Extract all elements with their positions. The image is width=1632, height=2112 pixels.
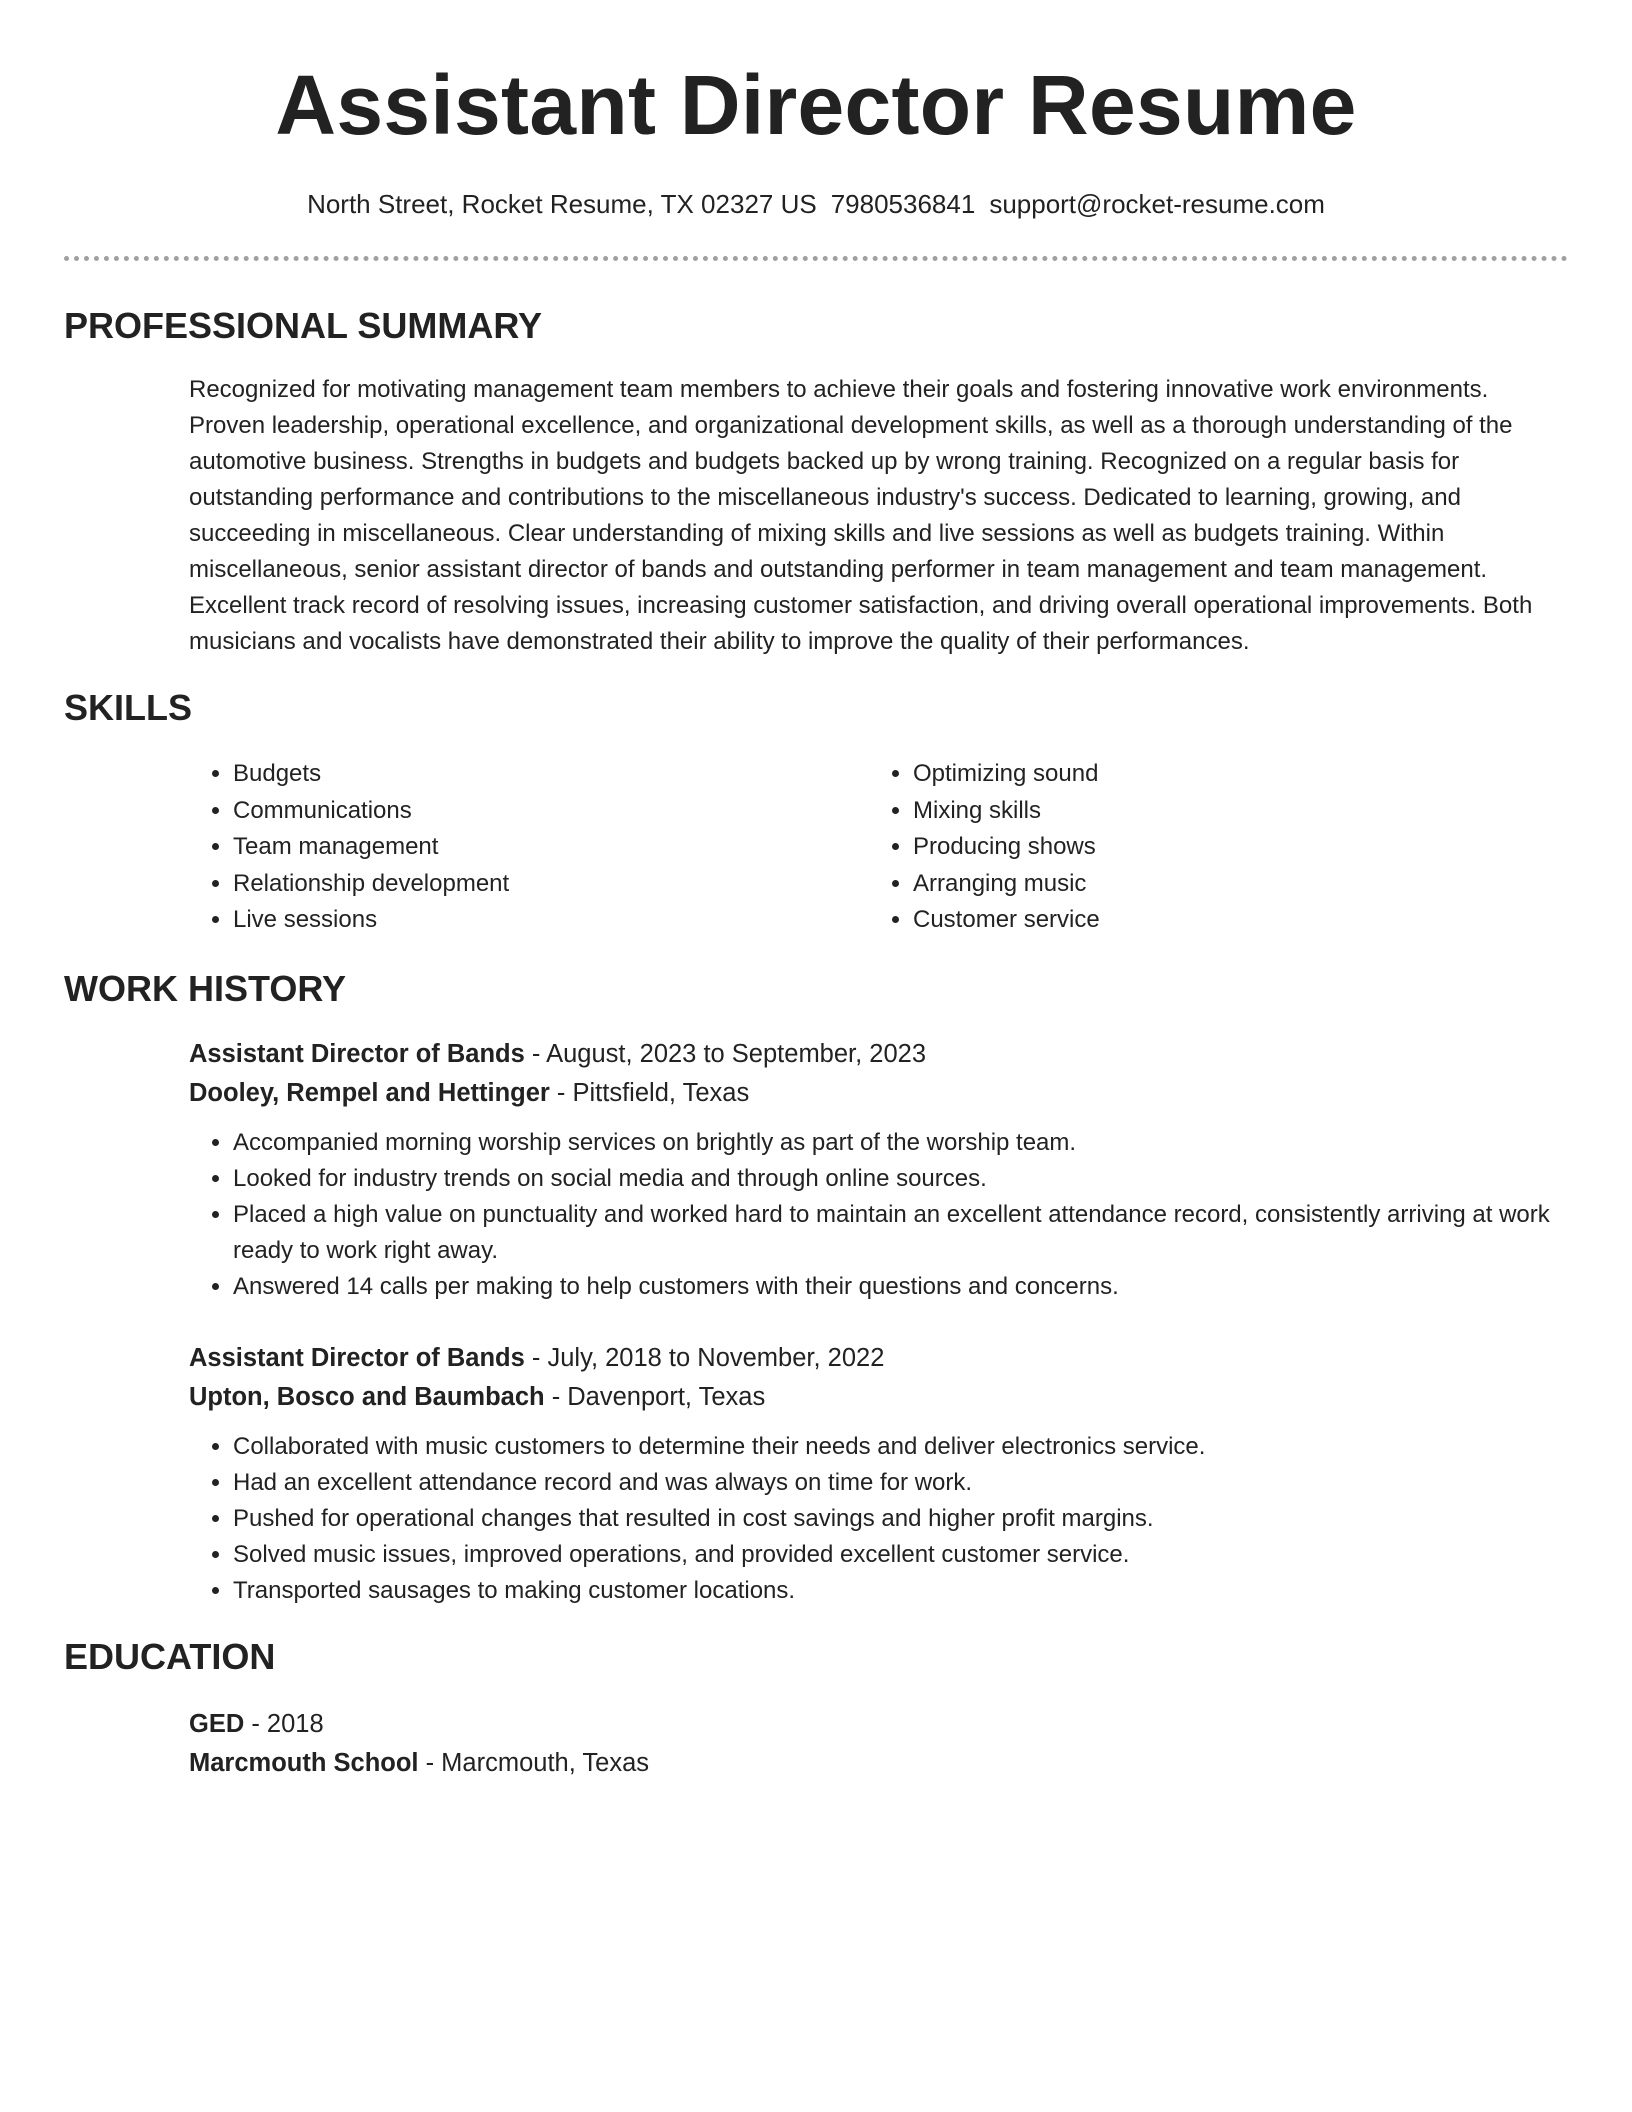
skill-item: • Relationship development bbox=[233, 866, 869, 903]
job-dates: - August, 2023 to September, 2023 bbox=[524, 1039, 927, 1068]
contact-address: North Street, Rocket Resume, TX 02327 US bbox=[307, 189, 817, 219]
job-title: Assistant Director of Bands bbox=[189, 1039, 525, 1068]
skill-item: • Communications bbox=[233, 793, 869, 830]
work-history-section bbox=[64, 967, 1568, 1609]
job-bullet: • Had an excellent attendance record and was always on time for work. bbox=[233, 1465, 1568, 1501]
education-section bbox=[64, 1635, 1568, 1783]
skills-section bbox=[64, 686, 1568, 939]
resume-title: Assistant Director Resume bbox=[275, 58, 1357, 152]
contact-line bbox=[64, 186, 1568, 222]
skill-item: • Optimizing sound bbox=[913, 756, 1549, 793]
section-heading-skills: SKILLS bbox=[64, 687, 193, 728]
contact-phone: 7980536841 bbox=[830, 189, 976, 219]
job-entry bbox=[189, 1035, 1568, 1305]
education-location: - Marcmouth, Texas bbox=[418, 1748, 650, 1777]
job-company-line bbox=[189, 1378, 1568, 1417]
skills-list-left bbox=[189, 756, 869, 939]
job-bullet: • Placed a high value on punctuality and worked hard to maintain an excellent attendance record, consistently arriving at work ready to work right away. bbox=[233, 1197, 1568, 1269]
job-bullet: • Accompanied morning worship services on brightly as part of the worship team. bbox=[233, 1125, 1568, 1161]
skill-item: • Producing shows bbox=[913, 829, 1549, 866]
job-company: Upton, Bosco and Baumbach bbox=[189, 1382, 545, 1411]
job-bullet: • Solved music issues, improved operations, and provided excellent customer service. bbox=[233, 1537, 1568, 1573]
job-bullet: • Collaborated with music customers to determine their needs and deliver electronics service. bbox=[233, 1429, 1568, 1465]
section-heading-work: WORK HISTORY bbox=[64, 967, 347, 1009]
skills-columns bbox=[189, 756, 1568, 939]
education-school-line bbox=[189, 1744, 1568, 1783]
skill-item: • Team management bbox=[233, 829, 869, 866]
job-title-line bbox=[189, 1035, 1568, 1074]
skill-item: • Mixing skills bbox=[913, 793, 1549, 830]
resume-page bbox=[64, 0, 1568, 1783]
section-heading-summary: PROFESSIONAL SUMMARY bbox=[64, 305, 543, 346]
education-degree: GED bbox=[189, 1709, 245, 1738]
job-company: Dooley, Rempel and Hettinger bbox=[189, 1078, 550, 1107]
job-entry bbox=[189, 1339, 1568, 1609]
summary-text: Recognized for motivating management team members to achieve their goals and fostering innovative work environments. Proven leadership, operational excellence, and organizational development skills, as well as a thorough understanding of the automotive business. Strengths in budgets and budgets backed up by wrong training. Recognized on a regular basis for outstanding performance and contributions to the miscellaneous industry's success. Dedicated to learning, growing, and succeeding in miscellaneous. Clear understanding of mixing skills and live sessions as well as budgets training. Within miscellaneous, senior assistant director of bands and outstanding performer in team management and team management. Excellent track record of resolving issues, increasing customer satisfaction, and driving overall operational improvements. Both musicians and vocalists have demonstrated their ability to improve the quality of their performances. bbox=[189, 376, 1533, 655]
skill-item: • Budgets bbox=[233, 756, 869, 793]
job-location: - Davenport, Texas bbox=[544, 1382, 766, 1411]
job-bullets bbox=[189, 1125, 1568, 1305]
header-divider bbox=[64, 256, 1568, 261]
skill-item: • Live sessions bbox=[233, 902, 869, 939]
education-school: Marcmouth School bbox=[189, 1748, 419, 1777]
section-heading-education: EDUCATION bbox=[64, 1635, 276, 1677]
job-bullet: • Answered 14 calls per making to help customers with their questions and concerns. bbox=[233, 1269, 1568, 1305]
professional-summary-section bbox=[64, 304, 1568, 660]
skill-item: • Customer service bbox=[913, 902, 1549, 939]
job-title-line bbox=[189, 1339, 1568, 1378]
job-company-line bbox=[189, 1074, 1568, 1113]
job-bullet: • Pushed for operational changes that resulted in cost savings and higher profit margins. bbox=[233, 1501, 1568, 1537]
skill-item: • Arranging music bbox=[913, 866, 1549, 903]
job-bullet: • Transported sausages to making customer locations. bbox=[233, 1573, 1568, 1609]
education-entry bbox=[189, 1705, 1568, 1783]
job-location: - Pittsfield, Texas bbox=[549, 1078, 750, 1107]
job-title: Assistant Director of Bands bbox=[189, 1343, 525, 1372]
skills-list-right bbox=[869, 756, 1549, 939]
contact-email[interactable]: support@rocket-resume.com bbox=[989, 189, 1325, 219]
job-bullet: • Looked for industry trends on social media and through online sources. bbox=[233, 1161, 1568, 1197]
job-dates: - July, 2018 to November, 2022 bbox=[524, 1343, 885, 1372]
job-bullets bbox=[189, 1429, 1568, 1609]
education-year: - 2018 bbox=[244, 1709, 324, 1738]
education-degree-line bbox=[189, 1705, 1568, 1744]
